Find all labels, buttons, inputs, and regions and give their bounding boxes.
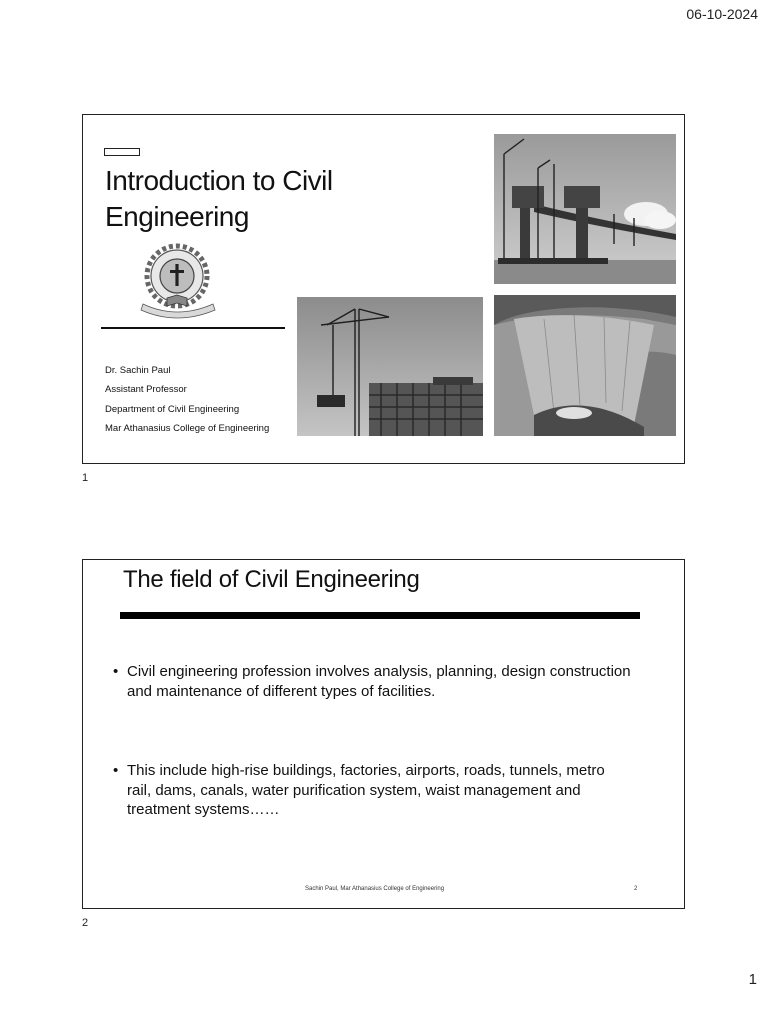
- college-logo: [137, 240, 235, 320]
- slide-2: [82, 559, 685, 909]
- author-department: Department of Civil Engineering: [105, 404, 240, 415]
- author-name: Dr. Sachin Paul: [105, 365, 171, 376]
- title-divider: [101, 327, 285, 329]
- crane-building-photo: [297, 297, 483, 436]
- bullet-item: • Civil engineering profession involves analysis, planning, design construction and maintenance of different types of facilities.: [113, 663, 631, 700]
- slide-footer: Sachin Paul, Mar Athanasius College of Engineering: [305, 886, 445, 892]
- bullet-item: • This include high-rise buildings, factories, airports, roads, tunnels, metro rail, dams, canals, water purification system, waist management and treatment systems……: [113, 762, 605, 818]
- slide-footer-page-number: 2: [634, 886, 638, 892]
- author-college: Mar Athanasius College of Engineering: [105, 423, 270, 434]
- author-position: Assistant Professor: [105, 384, 187, 395]
- slide-title: Introduction to Civil Engineering: [105, 165, 333, 232]
- bullet-dot-icon: •: [113, 762, 119, 779]
- page-number: 1: [748, 971, 757, 988]
- slide-number-1: 1: [82, 472, 89, 484]
- print-date: 06-10-2024: [686, 6, 758, 22]
- title-underline: [120, 612, 640, 619]
- slide-number-2: 2: [82, 917, 89, 929]
- dam-photo: [494, 295, 676, 436]
- slide-title: The field of Civil Engineering: [123, 566, 420, 593]
- bridge-construction-photo: [494, 134, 676, 284]
- decorative-rectangle: [104, 148, 140, 156]
- bullet-dot-icon: •: [113, 663, 119, 680]
- slide-1: [82, 114, 685, 464]
